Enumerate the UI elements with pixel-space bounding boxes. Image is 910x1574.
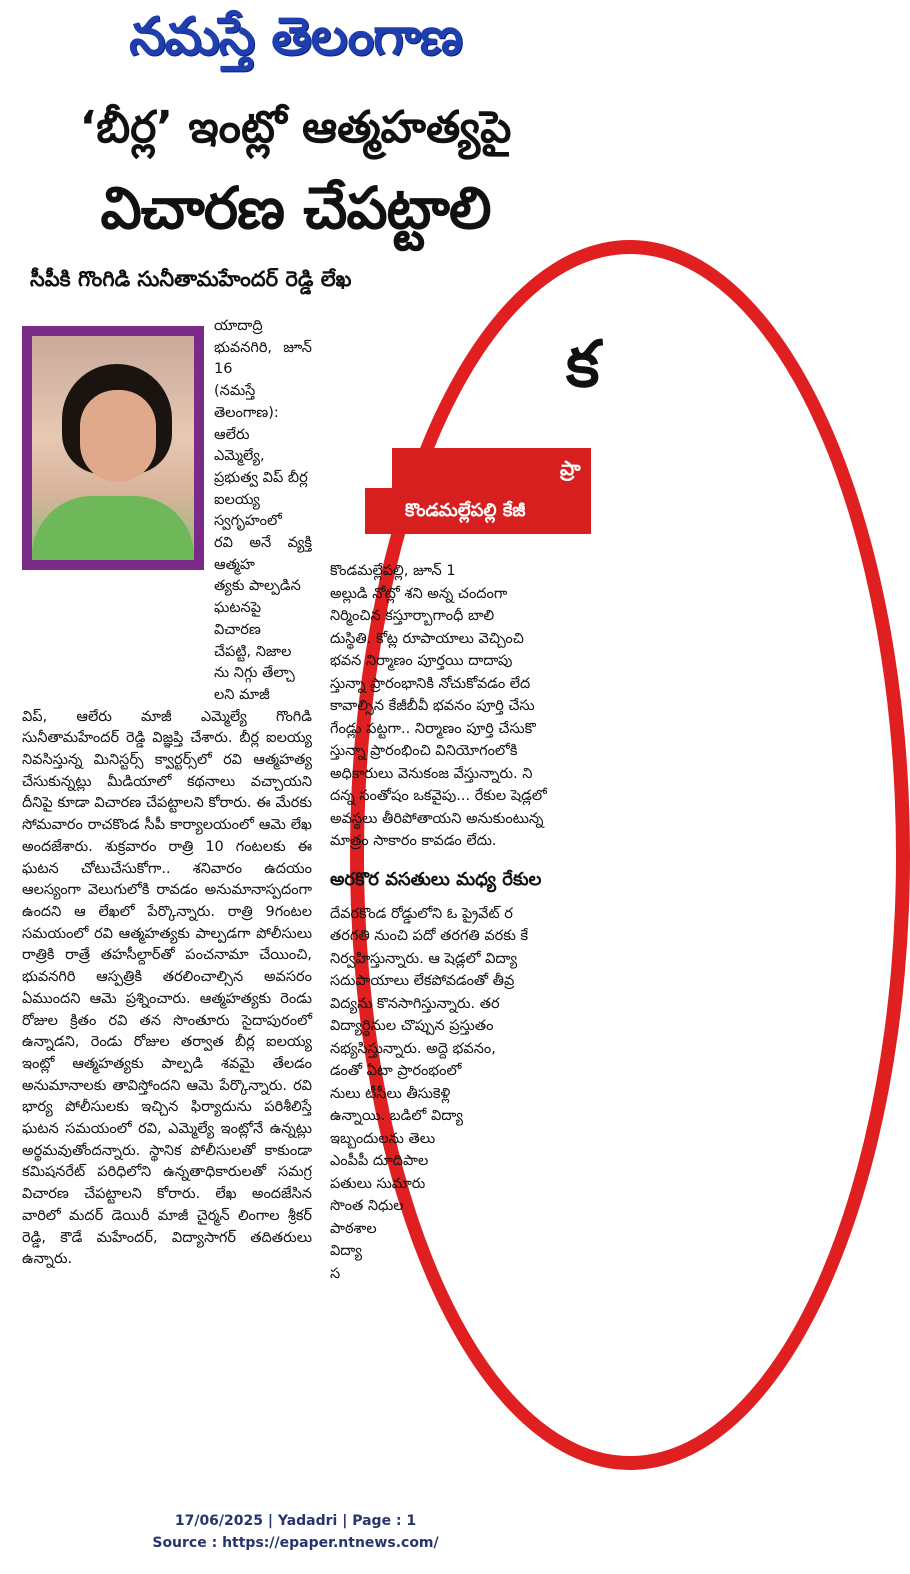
- adjacent-line: దుస్థితి. కోట్ల రూపాయాలు వెచ్చించి: [330, 630, 524, 647]
- article-body: విప్, ఆలేరు మాజీ ఎమ్మెల్యే గొంగిడి సునీతామహేందర్ రెడ్డి విజ్ఞప్తి చేశారు. బీర్ల ఐలయ్య నివసిస్తున్న మినిస్టర్స్ క్వార్టర్స్‌లో రవి ఆత్మహత్య చేసుకున్నట్లు మీడియాలో కథనాలు వచ్చాయని దీనిపై కూడా విచారణ చేపట్టాలని కోరారు. ఈ మేరకు సోమవారం రాచకొండ సీపీ కార్యాలయంలో ఆమె లేఖ అందజేశారు. శుక్రవారం రాత్రి 10 గంటలకు ఈ ఘటన చోటుచేసుకోగా.. శనివారం ఉదయం ఆలస్యంగా వెలుగులోకి రావడం అనుమానాస్పదంగా ఉందని ఆ లేఖలో పేర్కొన్నారు. రాత్రి 9గంటల సమయంలో రవి ఆత్మహత్యకు పాల్పడగా పోలీసులు రాత్రికి రాత్రే తహసీల్దార్‌తో పంచనామా చేయించి, భువనగిరి ఆస్పత్రికి తరలించాల్సిన అవసరం ఏముందని ఆమె ప్రశ్నించారు. ఆత్మహత్యకు రెండు రోజుల క్రితం రవి తన సొంతూరు సైదాపురంలో ఉన్నాడని, రెండు రోజుల తర్వాత బీర్ల ఐలయ్య ఇంట్లో ఆత్మహత్యకు పాల్పడి శవమై తేలడం అనుమానాలకు తావిస్తోందని ఆమె పేర్కొన్నారు. రవి భార్య పోలీసులకు ఇచ్చిన ఫిర్యాదును పరిశీలిస్తే ఘటన సమయంలో రవి, ఎమ్మెల్యే ఇంట్లోనే ఉన్నట్లు అర్థమవుతోందన్నారు. స్థానిక పోలీసులతో కాకుండా కమిషనరేట్ పరిధిలోని ఉన్నతాధికారులతో సమగ్ర విచారణ చేపట్టాలని కోరారు. లేఖ అందజేసిన వారిలో మదర్ డెయిరీ మాజీ చైర్మన్ లింగాల శ్రీకర్ రెడ్డి, కౌడే మహేందర్, విద్యాసాగర్ తదితరులు ఉన్నారు.: [22, 708, 312, 1268]
- adjacent-line: మాత్రం సాకారం కావడం లేదు.: [330, 833, 497, 849]
- masthead-title: నమస్తే తెలంగాణ: [129, 6, 462, 67]
- adjacent-line: విద్యా: [330, 1243, 363, 1259]
- adjacent-column: [330, 560, 591, 1285]
- adjacent-line: ఎంపీపీ దూదిపాల: [330, 1153, 429, 1169]
- article-lead-line: యాదాద్రి భువనగిరి, జూన్ 16: [214, 318, 312, 378]
- headline-line2: విచారణ చేపట్టాలి: [100, 174, 491, 242]
- adjacent-line: నిర్వహిస్తున్నారు. ఆ షెడ్లలో విద్యా: [330, 950, 518, 967]
- adjacent-line: భవన నిర్మాణం పూర్తయి దాదాపు: [330, 653, 513, 669]
- article-lead-line: ఐలయ్య స్వగృహంలో: [214, 491, 282, 530]
- adjacent-line: పతులు సుమారు: [330, 1175, 426, 1192]
- article-lead-line: రవి అనే వ్యక్తి ఆత్మహ: [214, 535, 312, 573]
- adjacent-line: నులు టీసీలు తీసుకెళ్లి: [330, 1085, 451, 1102]
- adjacent-line: డంతో ఏటా ప్రారంభంలో: [330, 1063, 462, 1079]
- adjacent-line: సదుపాయాలు లేకపోవడంతో తీవ్ర: [330, 973, 515, 989]
- footer-source-line: Source : https://epaper.ntnews.com/: [152, 1535, 439, 1551]
- article-lead-line: ఎమ్మెల్యే, ప్రభుత్వ విప్ బీర్ల: [214, 448, 308, 486]
- adjacent-line: తరగతి నుంచి పదో తరగతి వరకు కే: [330, 928, 529, 944]
- adjacent-line: అవస్థలు తీరిపోతాయని అనుకుంటున్న: [330, 810, 544, 827]
- adjacent-lines-top: [330, 560, 591, 853]
- adjacent-line: కావాల్సిన కేజీబీవీ భవనం పూర్తి చేసు: [330, 698, 535, 714]
- adjacent-line: విద్యను కొనసాగిస్తున్నారు. తర: [330, 995, 500, 1012]
- page-footer: [0, 1510, 591, 1554]
- adjacent-line: ఇబ్బందులను తెలు: [330, 1130, 436, 1147]
- adjacent-big-char: క: [566, 328, 600, 402]
- adjacent-line: అధికారులు వెనుకంజ వేస్తున్నారు. ని: [330, 765, 533, 782]
- adjacent-line: సొంత నిధుల: [330, 1198, 404, 1214]
- adjacent-line: స్తున్నా ప్రారంభానికి నోచుకోవడం లేద: [330, 675, 531, 692]
- article-lead-line: త్యకు పాల్పడిన: [214, 578, 301, 595]
- adjacent-line: గేండ్లు పట్టగా.. నిర్మాణం పూర్తి చేసుకొ: [330, 720, 536, 737]
- adjacent-line: పాఠశాల: [330, 1220, 377, 1237]
- adjacent-line: స్తున్నా ప్రారంభించి వినియోగంలోకి: [330, 743, 518, 759]
- footer-date-line: 17/06/2025 | Yadadri | Page : 1: [174, 1513, 417, 1529]
- article-column: [22, 316, 312, 1271]
- article-lead-line: (నమస్తే తెలంగాణ): ఆలేరు: [214, 383, 279, 443]
- article-lead-line: చేపట్టి, నిజాల: [214, 643, 292, 660]
- article-lead-line: లని మాజీ: [214, 686, 270, 703]
- adjacent-line: దేవరకొండ రోడ్డులోని ఓ ప్రైవేట్ ర: [330, 905, 513, 922]
- adjacent-line: విద్యార్థినుల చొప్పున ప్రస్తుతం: [330, 1018, 494, 1034]
- adjacent-line: ఉన్నాయి. బడిలో విద్యా: [330, 1108, 463, 1124]
- adjacent-banner-2: కొండమల్లేపల్లి కేజీ: [365, 488, 591, 534]
- adjacent-subheading: అరకొర వసతులు మధ్య రేకుల: [330, 868, 542, 890]
- adjacent-lines-bottom: [330, 903, 591, 1286]
- adjacent-line: నిర్మించిన కస్తూర్బాగాంధీ బాలి: [330, 608, 495, 624]
- adjacent-line: దన్న సంతోషం ఒకవైపు... రేకుల షెడ్లలో: [330, 788, 547, 804]
- adjacent-line: నభ్యసిస్తున్నారు. అద్దె భవనం,: [330, 1040, 496, 1057]
- masthead: [0, 6, 591, 68]
- article-lead-line: ఘటనపై విచారణ: [214, 600, 262, 638]
- adjacent-line: స: [330, 1265, 341, 1282]
- subheadline: సీపీకి గొంగిడి సునీతామహేందర్ రెడ్డి లేఖ: [30, 267, 352, 291]
- article-lead-line: ను నిగ్గు తేల్చా: [214, 665, 295, 682]
- adjacent-line: కొండమల్లేపల్లి, జూన్ 1: [330, 563, 456, 579]
- headline-line1: ‘బీర్ల’ ఇంట్లో ఆత్మహత్యపై: [79, 102, 512, 153]
- adjacent-line: అల్లుడి నోట్లో శని అన్న చందంగా: [330, 585, 508, 602]
- article-lead: [214, 316, 312, 707]
- adjacent-banner-1: ప్రా: [392, 448, 591, 488]
